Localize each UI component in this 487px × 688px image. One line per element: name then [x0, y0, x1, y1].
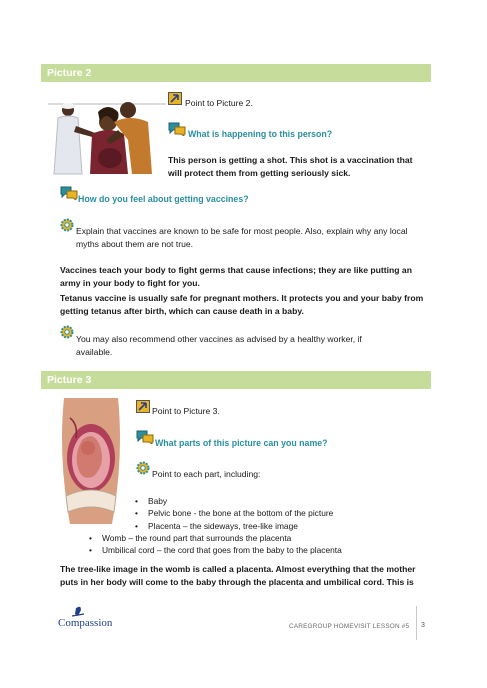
discussion-icon — [168, 122, 186, 141]
point-to-picture-3: Point to Picture 3. — [152, 406, 220, 416]
question-happening: What is happening to this person? — [188, 129, 333, 139]
pointer-icon — [136, 400, 150, 418]
gear-icon — [60, 218, 74, 237]
recommend-vaccines: You may also recommend other vaccines as advised by a healthy worker, if available. — [76, 334, 362, 357]
picture-3-title: Picture 3 — [47, 374, 92, 386]
lesson-label: CAREGROUP HOMEVISIT LESSON #5 — [289, 623, 410, 630]
vaccines-teach-paragraph: Vaccines teach your body to fight germs that cause infections; they are like putting an army in your body to fight for you. — [60, 265, 412, 288]
tetanus-paragraph: Tetanus vaccine is usually safe for pregnant mothers. It protects you and your baby from getting tetanus after birth, which can cause death in a baby. — [60, 293, 424, 316]
footer-divider — [416, 606, 417, 640]
pregnancy-anatomy-illustration — [56, 398, 126, 524]
point-to-picture-2: Point to Picture 2. — [185, 98, 253, 108]
list-item-baby: • Baby — [134, 495, 424, 507]
compassion-logo-text: Compassion — [58, 617, 113, 629]
explain-vaccines: Explain that vaccines are known to be safe for most people. Also, explain why any local myths about them are not true. — [76, 226, 408, 249]
vaccination-illustration — [48, 100, 166, 178]
placenta-paragraph: The tree-like image in the womb is called a placenta. Almost everything that the mother puts in her body will come to the baby through the placenta and umbilical cord. This is — [60, 564, 416, 587]
picture-2-header — [41, 64, 431, 82]
picture-3-header — [41, 371, 431, 389]
pointer-icon — [168, 92, 182, 110]
gear-icon — [60, 325, 74, 344]
list-item-placenta: • Placenta – the sideways, tree-like image — [134, 520, 424, 532]
parts-list-inner — [134, 495, 424, 532]
answer-shot: This person is getting a shot. This shot is a vaccination that will protect them from getting seriously sick. — [168, 155, 413, 178]
list-item-womb: • Womb – the round part that surrounds the placenta — [88, 532, 418, 544]
list-item-umbilical-cord: • Umbilical cord – the cord that goes from the baby to the placenta — [88, 544, 418, 556]
picture-2-title: Picture 2 — [47, 67, 92, 79]
gear-icon — [136, 461, 150, 480]
parts-list-outer — [88, 532, 418, 557]
question-feel-vaccines: How do you feel about getting vaccines? — [78, 194, 249, 204]
page-number: 3 — [421, 622, 425, 629]
list-item-pelvic-bone: • Pelvic bone - the bone at the bottom of the picture — [134, 507, 424, 519]
discussion-icon — [60, 186, 78, 205]
point-each-part: Point to each part, including: — [152, 469, 261, 479]
discussion-icon — [136, 430, 154, 449]
question-parts: What parts of this picture can you name? — [155, 438, 328, 448]
